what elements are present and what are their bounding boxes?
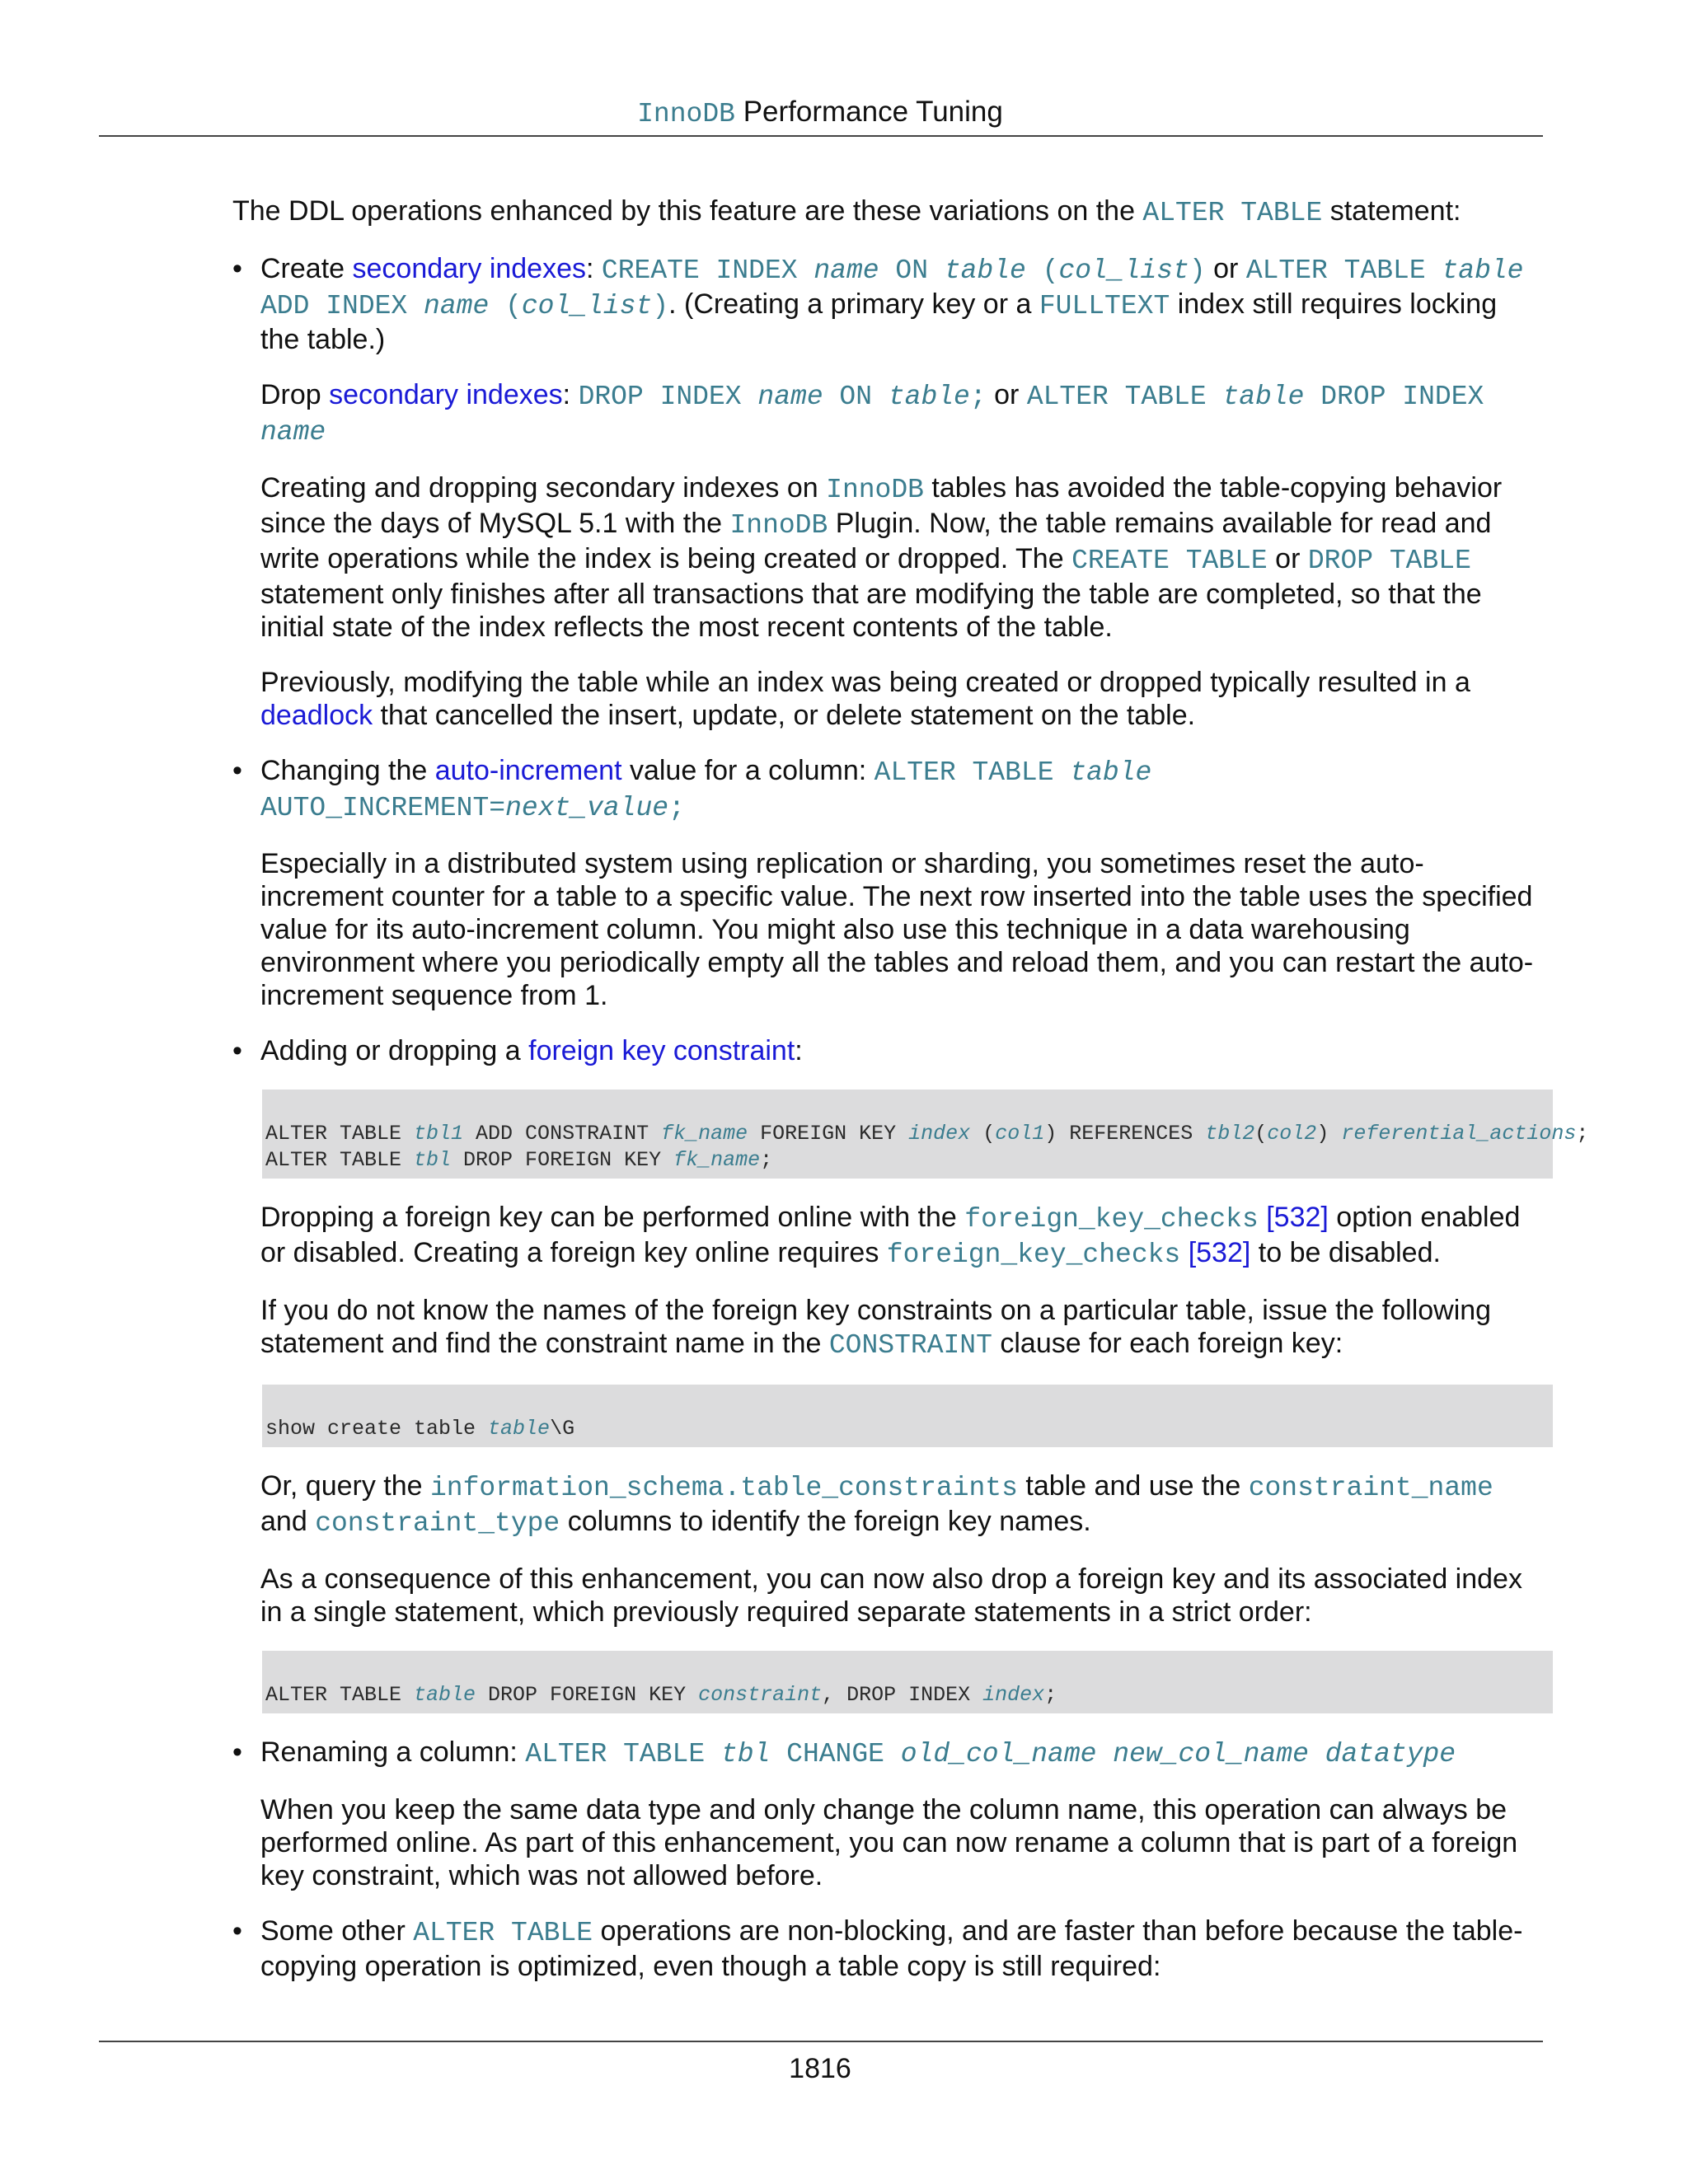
header-code: InnoDB <box>637 99 735 129</box>
bullet: • <box>232 253 242 284</box>
paragraph: Adding or dropping a foreign key constraint: <box>260 1035 803 1066</box>
header-title: Performance Tuning <box>743 96 1003 128</box>
bullet: • <box>232 755 242 786</box>
code-block-foreign-key: ALTER TABLE tbl1 ADD CONSTRAINT fk_name FOREIGN KEY index (col1) REFERENCES tbl2(col2) referential_actions; ALTER TABLE tbl DROP FOREIGN KEY fk_name; <box>262 1090 1553 1179</box>
paragraph: When you keep the same data type and only change the column name, this operation can always be performed online. As part of this enhancement, you can now rename a column that is part of a foreign key constraint, which was not allowed before. <box>260 1794 1518 1891</box>
footer-rule <box>99 2041 1543 2042</box>
bullet-item-rename-column <box>232 1736 1543 1892</box>
page-number: 1816 <box>789 2053 851 2084</box>
code-block-drop-foreign-key: ALTER TABLE table DROP FOREIGN KEY constraint, DROP INDEX index; <box>262 1651 1553 1713</box>
page-header <box>0 96 1640 129</box>
paragraph: Create secondary indexes: CREATE INDEX name ON table (col_list) or ALTER TABLE table ADD INDEX name (col_list). (Creating a primary key or a FULLTEXT index still requires locking the table.) <box>260 253 1524 355</box>
secondary-indexes-link[interactable]: secondary indexes <box>352 253 587 284</box>
paragraph: Creating and dropping secondary indexes on InnoDB tables has avoided the table-copying behavior since the days of MySQL 5.1 with the InnoDB Plugin. Now, the table remains available for read and write operations while the index is being created or dropped. The CREATE TABLE or DROP TABLE statement only finishes after all transactions that are modifying the table are completed, so that the initial state of the index reflects the most recent contents of the table. <box>260 472 1503 643</box>
paragraph: Some other ALTER TABLE operations are non-blocking, and are faster than before because the table-copying operation is optimized, even though a table copy is still required: <box>260 1915 1523 1982</box>
auto-increment-link[interactable]: auto-increment <box>434 755 622 786</box>
page-content <box>232 194 1589 2005</box>
paragraph: Changing the auto-increment value for a column: ALTER TABLE table AUTO_INCREMENT=next_value; <box>260 755 1152 823</box>
paragraph: Previously, modifying the table while an index was being created or dropped typically resulted in a deadlock that cancelled the insert, update, or delete statement on the table. <box>260 667 1470 731</box>
bullet-item-other-alter <box>232 1915 1543 1983</box>
bullet-item-foreign-key <box>232 1034 1589 1713</box>
bullet: • <box>232 1915 242 1947</box>
paragraph: Drop secondary indexes: DROP INDEX name ON table; or ALTER TABLE table DROP INDEX name <box>260 379 1484 448</box>
deadlock-link[interactable]: deadlock <box>260 700 373 731</box>
paragraph: As a consequence of this enhancement, you can now also drop a foreign key and its associated index in a single statement, which previously required separate statements in a strict order: <box>260 1563 1522 1628</box>
intro-paragraph: The DDL operations enhanced by this feature are these variations on the ALTER TABLE statement: <box>232 195 1461 228</box>
bullet: • <box>232 1736 242 1768</box>
header-rule <box>99 135 1543 137</box>
paragraph: If you do not know the names of the foreign key constraints on a particular table, issue the following statement and find the constraint name in the CONSTRAINT clause for each foreign key: <box>260 1295 1492 1361</box>
secondary-indexes-link[interactable]: secondary indexes <box>329 379 563 410</box>
ref-532-link[interactable]: [532] <box>1180 1237 1251 1268</box>
bullet-item-secondary-indexes <box>232 252 1543 732</box>
paragraph: Renaming a column: ALTER TABLE tbl CHANGE old_col_name new_col_name datatype <box>260 1736 1456 1769</box>
bullet-item-auto-increment <box>232 754 1543 1012</box>
foreign-key-constraint-link[interactable]: foreign key constraint <box>528 1035 795 1066</box>
paragraph: Or, query the information_schema.table_constraints table and use the constraint_name and constraint_type columns to identify the foreign key names. <box>260 1470 1493 1539</box>
paragraph: Especially in a distributed system using replication or sharding, you sometimes reset the auto-increment counter for a table to a specific value. The next row inserted into the table uses the specified value for its auto-increment column. You might also use this technique in a data warehousing environment where you periodically empty all the tables and reload them, and you can restart the auto-increment sequence from 1. <box>260 848 1534 1011</box>
code-block-show-create: show create table table\G <box>262 1385 1553 1447</box>
bullet: • <box>232 1035 242 1066</box>
ref-532-link[interactable]: [532] <box>1258 1202 1329 1233</box>
paragraph: Dropping a foreign key can be performed online with the foreign_key_checks [532] option enabled or disabled. Creating a foreign key online requires foreign_key_checks [532] to be disabled. <box>260 1202 1521 1270</box>
